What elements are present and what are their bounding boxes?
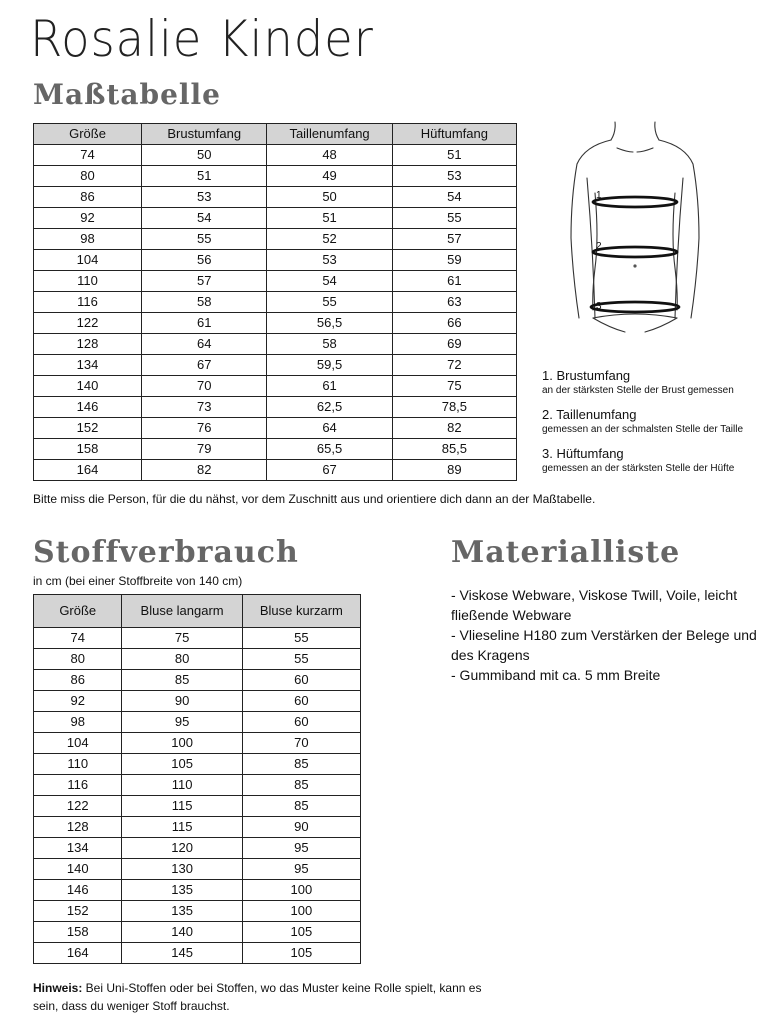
table-cell: 65,5 [267,439,392,460]
legend-hip [542,446,734,475]
fabric-usage-row [34,796,361,817]
fabric-usage-row [34,880,361,901]
table-cell: 115 [122,796,242,817]
table-cell: 58 [142,292,267,313]
table-cell: 85,5 [392,439,516,460]
fabric-hint-text: Bei Uni-Stoffen oder bei Stoffen, wo das Muster keine Rolle spielt, kann es sein, dass du weniger Stoff brauchst. [33,981,482,1013]
leg-line-left [593,318,625,332]
table-cell: 74 [34,628,122,649]
size-chart-row [34,334,517,355]
table-cell: 135 [122,901,242,922]
table-cell: 67 [267,460,392,481]
fabric-usage-subtitle: in cm (bei einer Stoffbreite von 140 cm) [33,574,243,588]
table-cell: 60 [242,670,360,691]
column-header-waist: Taillenumfang [267,124,392,145]
table-cell: 56,5 [267,313,392,334]
table-cell: 54 [267,271,392,292]
table-cell: 69 [392,334,516,355]
size-chart-row [34,397,517,418]
fabric-usage-row [34,859,361,880]
table-cell: 54 [142,208,267,229]
table-cell: 51 [267,208,392,229]
table-cell: 85 [242,796,360,817]
size-chart-header-row [34,124,517,145]
table-cell: 85 [242,775,360,796]
table-cell: 56 [142,250,267,271]
table-cell: 53 [267,250,392,271]
neck-right-line [655,122,659,140]
table-cell: 80 [34,649,122,670]
chest-measure-band [593,197,677,207]
fabric-usage-row [34,817,361,838]
table-cell: 145 [122,943,242,964]
fabric-usage-row [34,712,361,733]
table-cell: 52 [267,229,392,250]
table-cell: 152 [34,901,122,922]
table-cell: 50 [267,187,392,208]
table-cell: 140 [34,376,142,397]
fabric-usage-row [34,691,361,712]
table-cell: 85 [242,754,360,775]
table-cell: 164 [34,943,122,964]
table-cell: 110 [34,754,122,775]
table-cell: 54 [392,187,516,208]
table-cell: 67 [142,355,267,376]
table-cell: 95 [242,838,360,859]
legend-waist-desc: gemessen an der schmalsten Stelle der Taille [542,424,744,435]
size-chart-row [34,355,517,376]
table-cell: 82 [142,460,267,481]
table-cell: 60 [242,712,360,733]
table-cell: 98 [34,229,142,250]
marker-1: 1 [596,190,602,201]
material-list-title: Materialliste [451,535,681,570]
legend-waist-title: 2. Taillenumfang [542,407,637,422]
table-cell: 98 [34,712,122,733]
size-chart-row [34,271,517,292]
fabric-usage-row [34,943,361,964]
table-cell: 92 [34,691,122,712]
table-cell: 86 [34,187,142,208]
table-cell: 51 [142,166,267,187]
fabric-usage-row [34,733,361,754]
table-cell: 134 [34,355,142,376]
material-list [451,585,771,685]
table-cell: 140 [122,922,242,943]
table-cell: 70 [142,376,267,397]
table-cell: 64 [142,334,267,355]
size-chart-row [34,313,517,334]
size-chart-row [34,229,517,250]
size-chart-row [34,166,517,187]
table-cell: 95 [242,859,360,880]
table-cell: 90 [242,817,360,838]
legend-chest-title: 1. Brustumfang [542,368,631,383]
size-chart-note: Bitte miss die Person, für die du nähst, vor dem Zuschnitt aus und orientiere dich dann an der Maßtabelle. [33,492,596,506]
table-cell: 55 [392,208,516,229]
legend-chest [542,368,734,397]
size-chart-row [34,145,517,166]
material-item: - Vlieseline H180 zum Verstärken der Belege und des Kragens [451,627,757,663]
table-cell: 61 [267,376,392,397]
leg-line-right [645,318,677,332]
table-cell: 95 [122,712,242,733]
table-cell: 104 [34,250,142,271]
table-cell: 61 [392,271,516,292]
table-cell: 128 [34,817,122,838]
table-cell: 49 [267,166,392,187]
table-cell: 152 [34,418,142,439]
fabric-hint-label: Hinweis: [33,981,83,995]
size-chart-row [34,208,517,229]
table-cell: 90 [122,691,242,712]
column-header-chest: Brustumfang [142,124,267,145]
table-cell: 89 [392,460,516,481]
table-cell: 80 [34,166,142,187]
table-cell: 59,5 [267,355,392,376]
fabric-usage-row [34,838,361,859]
table-cell: 116 [34,292,142,313]
body-measurement-figure [565,118,705,333]
neck-left-line [611,122,615,140]
size-chart-table [33,123,517,481]
table-cell: 100 [122,733,242,754]
table-cell: 140 [34,859,122,880]
fabric-usage-row [34,649,361,670]
table-cell: 135 [122,880,242,901]
table-cell: 53 [392,166,516,187]
left-inner-arm [587,178,595,318]
size-chart-row [34,292,517,313]
hip-measure-band [591,302,679,312]
size-chart-row [34,376,517,397]
size-chart-row [34,460,517,481]
table-cell: 82 [392,418,516,439]
table-cell: 70 [242,733,360,754]
size-chart-title: Maßtabelle [33,78,221,111]
table-cell: 115 [122,817,242,838]
fabric-usage-row [34,901,361,922]
table-cell: 92 [34,208,142,229]
table-cell: 63 [392,292,516,313]
legend-hip-title: 3. Hüftumfang [542,446,624,461]
table-cell: 50 [142,145,267,166]
table-cell: 110 [34,271,142,292]
table-cell: 80 [122,649,242,670]
table-cell: 59 [392,250,516,271]
column-header-hip: Hüftumfang [392,124,516,145]
table-cell: 86 [34,670,122,691]
fabric-usage-header-row [34,595,361,628]
waist-measure-band [593,247,677,257]
size-chart-row [34,250,517,271]
table-cell: 100 [242,880,360,901]
table-cell: 74 [34,145,142,166]
table-cell: 85 [122,670,242,691]
table-cell: 134 [34,838,122,859]
table-cell: 78,5 [392,397,516,418]
table-cell: 53 [142,187,267,208]
table-cell: 120 [122,838,242,859]
marker-2: 2 [596,241,602,252]
column-header-size: Größe [34,124,142,145]
table-cell: 48 [267,145,392,166]
table-cell: 76 [142,418,267,439]
table-cell: 158 [34,922,122,943]
table-cell: 158 [34,439,142,460]
fabric-usage-row [34,628,361,649]
column-header-short-sleeve: Bluse kurzarm [242,595,360,628]
table-cell: 55 [242,628,360,649]
fabric-usage-row [34,775,361,796]
table-cell: 51 [392,145,516,166]
table-cell: 110 [122,775,242,796]
waistband-line [593,314,677,318]
table-cell: 146 [34,880,122,901]
brand-title: Rosalie Kinder [30,10,374,68]
table-cell: 55 [267,292,392,313]
table-cell: 122 [34,796,122,817]
table-cell: 116 [34,775,122,796]
size-chart-row [34,187,517,208]
table-cell: 105 [242,922,360,943]
material-item: - Gummiband mit ca. 5 mm Breite [451,667,661,683]
table-cell: 55 [242,649,360,670]
table-cell: 73 [142,397,267,418]
fabric-usage-row [34,922,361,943]
marker-3: 3 [596,301,602,312]
material-item: - Viskose Webware, Viskose Twill, Voile, leicht fließende Webware [451,587,738,623]
legend-hip-desc: gemessen an der stärksten Stelle der Hüfte [542,463,735,474]
legend-waist [542,407,743,436]
table-cell: 128 [34,334,142,355]
fabric-usage-title: Stoffverbrauch [33,535,299,570]
table-cell: 55 [142,229,267,250]
table-cell: 57 [392,229,516,250]
fabric-hint [33,979,493,1015]
table-cell: 60 [242,691,360,712]
table-cell: 164 [34,460,142,481]
table-cell: 61 [142,313,267,334]
table-cell: 75 [392,376,516,397]
table-cell: 57 [142,271,267,292]
table-cell: 122 [34,313,142,334]
clavicle-right [637,148,653,152]
table-cell: 75 [122,628,242,649]
table-cell: 79 [142,439,267,460]
table-cell: 62,5 [267,397,392,418]
column-header-size: Größe [34,595,122,628]
table-cell: 64 [267,418,392,439]
table-cell: 58 [267,334,392,355]
fabric-usage-row [34,670,361,691]
size-chart-row [34,418,517,439]
table-cell: 66 [392,313,516,334]
clavicle-left [617,148,633,152]
table-cell: 130 [122,859,242,880]
table-cell: 105 [242,943,360,964]
column-header-long-sleeve: Bluse langarm [122,595,242,628]
fabric-usage-row [34,754,361,775]
right-inner-arm [675,178,683,318]
size-chart-row [34,439,517,460]
table-cell: 105 [122,754,242,775]
table-cell: 146 [34,397,142,418]
table-cell: 100 [242,901,360,922]
table-cell: 72 [392,355,516,376]
navel [633,264,636,267]
table-cell: 104 [34,733,122,754]
legend-chest-desc: an der stärksten Stelle der Brust gemessen [542,385,734,396]
fabric-usage-table [33,594,361,964]
